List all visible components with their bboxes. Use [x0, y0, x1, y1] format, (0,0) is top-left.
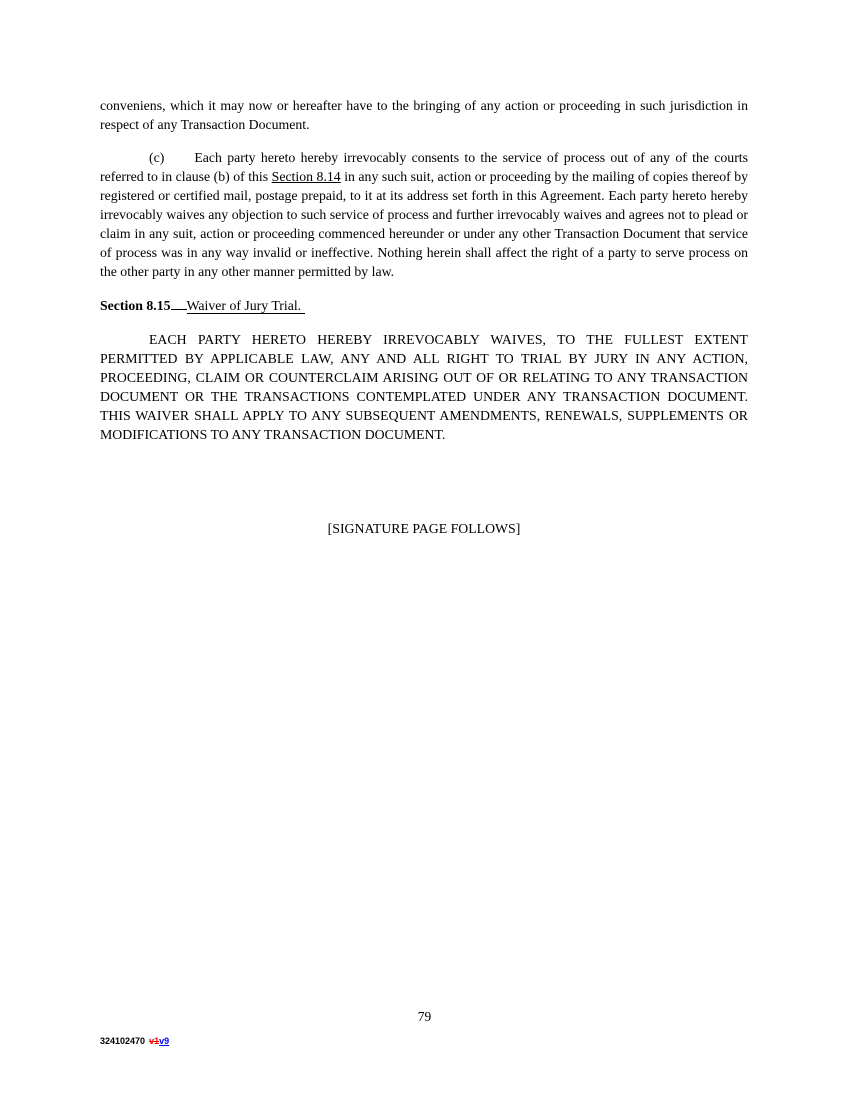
paragraph-continuation: conveniens, which it may now or hereafter have to the bringing of any action or proceeding in such jurisdiction in respect of any Transaction Document. [100, 98, 748, 133]
paragraph-c-text-before: Each party hereto hereby irrevocably consents to the service of process out of any of the courts referred to in clause (b) of this [100, 150, 748, 185]
footer-document-id: 324102470 [100, 1036, 146, 1046]
page-number: 79 [417, 1009, 432, 1024]
document-footer [100, 1036, 169, 1046]
section-8-15-title: Waiver of Jury Trial. [187, 298, 306, 314]
paragraph-c [100, 148, 748, 281]
footer-inserted-version: v9 [159, 1036, 170, 1046]
paragraph-c-text-after: in any such suit, action or proceeding by the mailing of copies thereof by registered or certified mail, postage prepaid, to it at its address set forth in this Agreement. Each party hereto hereby irrevocably waives any objection to such service of process and further irrevocably waives and agrees not to plead or claim in any suit, action or proceeding commenced hereunder or under any other Transaction Document that service of process was in any way invalid or ineffective. Nothing herein shall affect the right of a party to serve process on the other party in any other manner permitted by law. [100, 169, 748, 280]
signature-page-note: [SIGNATURE PAGE FOLLOWS] [327, 520, 521, 536]
page-body [100, 96, 748, 538]
paragraph-c-label: (c) [149, 150, 165, 166]
section-8-15-number: Section 8.15 [100, 298, 171, 314]
section-8-14-reference: Section 8.14 [271, 169, 341, 185]
jury-waiver-paragraph: EACH PARTY HERETO HEREBY IRREVOCABLY WAIVES, TO THE FULLEST EXTENT PERMITTED BY APPLICABLE LAW, ANY AND ALL RIGHT TO TRIAL BY JURY IN ANY ACTION, PROCEEDING, CLAIM OR COUNTERCLAIM ARISING OUT OF OR RELATING TO ANY TRANSACTION DOCUMENT OR THE TRANSACTIONS CONTEMPLATED UNDER ANY TRANSACTION DOCUMENT. THIS WAIVER SHALL APPLY TO ANY SUBSEQUENT AMENDMENTS, RENEWALS, SUPPLEMENTS OR MODIFICATIONS TO ANY TRANSACTION DOCUMENT. [100, 332, 748, 443]
section-8-15-heading [100, 295, 748, 315]
footer-deleted-version: v1 [149, 1036, 160, 1046]
section-8-15-underline-gap [171, 295, 187, 310]
